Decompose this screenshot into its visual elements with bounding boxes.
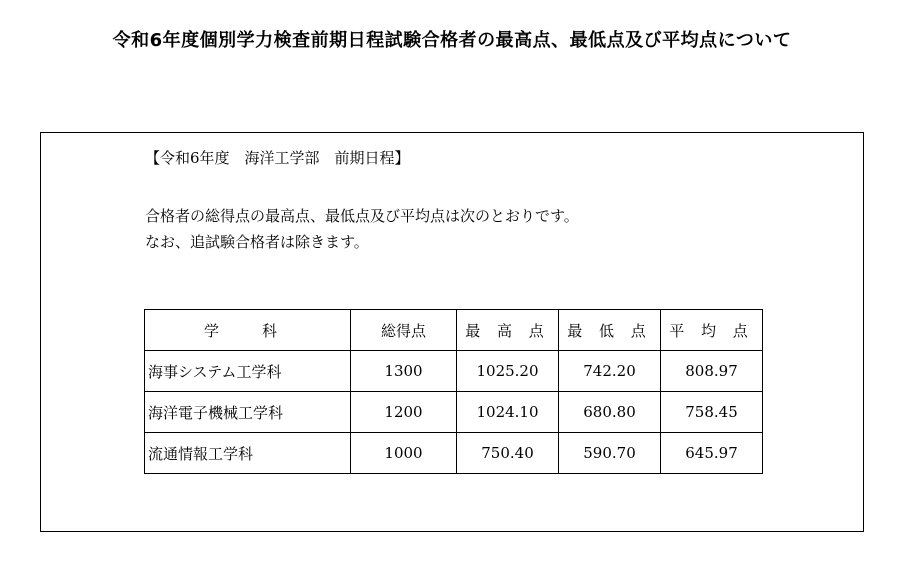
average-cell: 808.97 (661, 351, 763, 392)
header-total-points: 総得点 (351, 310, 457, 351)
total-points-cell: 1000 (351, 433, 457, 474)
lowest-cell: 742.20 (559, 351, 661, 392)
department-cell: 海洋電子機械工学科 (145, 392, 351, 433)
score-table (144, 309, 763, 474)
header-highest: 最 高 点 (457, 310, 559, 351)
page-title: 令和6年度個別学力検査前期日程試験合格者の最高点、最低点及び平均点について (112, 30, 792, 51)
department-cell: 海事システム工学科 (145, 351, 351, 392)
description-line-1: 合格者の総得点の最高点、最低点及び平均点は次のとおりです。 (145, 207, 579, 225)
department-cell: 流通情報工学科 (145, 433, 351, 474)
lowest-cell: 680.80 (559, 392, 661, 433)
header-lowest: 最 低 点 (559, 310, 661, 351)
section-heading: 【令和6年度 海洋工学部 前期日程】 (145, 149, 410, 167)
total-points-cell: 1200 (351, 392, 457, 433)
header-average: 平 均 点 (661, 310, 763, 351)
highest-cell: 1025.20 (457, 351, 559, 392)
table-row (145, 392, 763, 433)
description-line-2: なお、追試験合格者は除きます。 (145, 233, 369, 251)
header-department: 学 科 (145, 310, 351, 351)
average-cell: 758.45 (661, 392, 763, 433)
table-row (145, 433, 763, 474)
table-row (145, 351, 763, 392)
highest-cell: 750.40 (457, 433, 559, 474)
average-cell: 645.97 (661, 433, 763, 474)
table-header-row (145, 310, 763, 351)
highest-cell: 1024.10 (457, 392, 559, 433)
score-notice-box (40, 132, 864, 532)
lowest-cell: 590.70 (559, 433, 661, 474)
total-points-cell: 1300 (351, 351, 457, 392)
